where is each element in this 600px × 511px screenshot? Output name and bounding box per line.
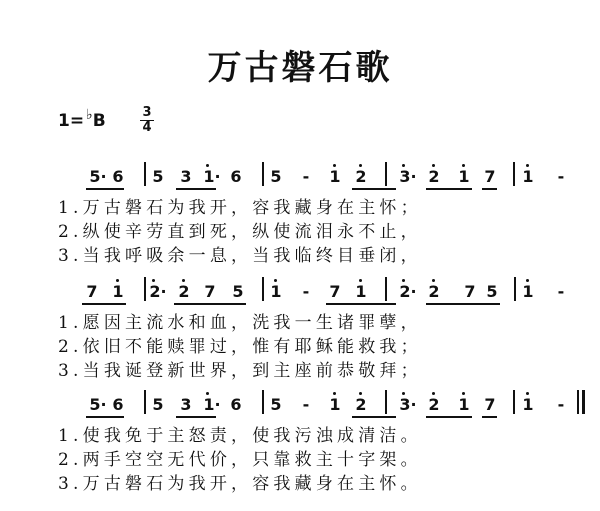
note: 7	[484, 395, 496, 414]
barline	[262, 162, 264, 186]
lyric-line-1-verse-2: 2.纵使辛劳直到死，纵使流泪永不止，	[58, 222, 422, 242]
flat-sign: ♭	[86, 107, 93, 123]
octave-dot	[402, 164, 405, 167]
note: 2	[428, 395, 440, 414]
octave-dot	[182, 279, 185, 282]
note: -	[302, 395, 310, 414]
note: 3	[180, 395, 192, 414]
note: 7	[204, 282, 216, 301]
key-name: B	[92, 111, 106, 131]
octave-dot	[462, 392, 465, 395]
note: 2	[178, 282, 190, 301]
barline	[262, 277, 264, 301]
barline	[144, 162, 146, 186]
note: 1	[112, 282, 124, 301]
note: -	[557, 395, 565, 414]
underline-beam	[426, 303, 500, 305]
octave-dot	[432, 279, 435, 282]
octave-dot	[206, 164, 209, 167]
note: 6	[112, 395, 124, 414]
octave-dot	[526, 392, 529, 395]
underline-beam	[326, 303, 396, 305]
octave-dot	[432, 164, 435, 167]
note: 3·	[399, 395, 417, 414]
octave-dot	[359, 164, 362, 167]
note: 2	[355, 395, 367, 414]
note: 1·	[203, 395, 221, 414]
note: 1	[522, 395, 534, 414]
note: -	[557, 282, 565, 301]
time-signature	[140, 106, 154, 135]
lyric-line-1-verse-1: 1.万古磐石为我开，容我藏身在主怀；	[58, 198, 422, 218]
barline	[144, 277, 146, 301]
lyric-line-1-verse-3: 3.当我呼吸余一息，当我临终目垂闭，	[58, 246, 422, 266]
notation-row-3	[0, 396, 600, 426]
note: -	[557, 167, 565, 186]
note: 6	[230, 395, 242, 414]
underline-beam	[352, 416, 396, 418]
note: 5	[270, 395, 282, 414]
lyric-line-2-verse-3: 3.当我诞登新世界，到主座前恭敬拜；	[58, 361, 422, 381]
note: 5·	[89, 395, 107, 414]
underline-beam	[482, 416, 497, 418]
note: 6	[112, 167, 124, 186]
barline	[144, 390, 146, 414]
underline-beam	[86, 188, 124, 190]
octave-dot	[402, 279, 405, 282]
lyric-line-2-verse-1: 1.愿因主流水和血，洗我一生诸罪孽，	[58, 313, 422, 333]
note: 2	[428, 282, 440, 301]
barline	[262, 390, 264, 414]
lyric-line-2-verse-2: 2.依旧不能赎罪过，惟有耶稣能救我；	[58, 337, 422, 357]
octave-dot	[526, 279, 529, 282]
lyric-line-3-verse-2: 2.两手空空无代价，只靠救主十字架。	[58, 450, 422, 470]
lyric-line-3-verse-1: 1.使我免于主怒责，使我污浊成清洁。	[58, 426, 422, 446]
barline	[385, 390, 387, 414]
barline	[385, 162, 387, 186]
final-barline	[577, 390, 579, 414]
note: 2·	[399, 282, 417, 301]
note: 2·	[149, 282, 167, 301]
octave-dot	[116, 279, 119, 282]
octave-dot	[402, 392, 405, 395]
octave-dot	[152, 279, 155, 282]
underline-beam	[352, 188, 396, 190]
time-signature-bottom: 4	[140, 120, 154, 135]
barline	[513, 390, 515, 414]
note: 5	[270, 167, 282, 186]
note: 3·	[399, 167, 417, 186]
underline-beam	[176, 188, 216, 190]
key-prefix: 1=	[58, 111, 85, 131]
note: 1	[522, 282, 534, 301]
barline	[385, 277, 387, 301]
note: 3	[180, 167, 192, 186]
note: 7	[464, 282, 476, 301]
note: 5	[486, 282, 498, 301]
note: 7	[484, 167, 496, 186]
barline	[514, 277, 516, 301]
notation-row-2	[0, 283, 600, 313]
note: -	[302, 282, 310, 301]
octave-dot	[206, 392, 209, 395]
octave-dot	[432, 392, 435, 395]
note: 1	[329, 167, 341, 186]
note: 1	[458, 395, 470, 414]
note: 1	[270, 282, 282, 301]
note: 6	[230, 167, 242, 186]
underline-beam	[426, 188, 472, 190]
underline-beam	[482, 188, 497, 190]
underline-beam	[82, 303, 126, 305]
octave-dot	[462, 164, 465, 167]
lyric-line-3-verse-3: 3.万古磐石为我开，容我藏身在主怀。	[58, 474, 422, 494]
note: -	[302, 167, 310, 186]
song-title: 万古磐石歌	[207, 48, 393, 88]
note: 7	[329, 282, 341, 301]
note: 1·	[203, 167, 221, 186]
underline-beam	[174, 303, 246, 305]
time-signature-top: 3	[142, 105, 152, 120]
octave-dot	[359, 279, 362, 282]
note: 5·	[89, 167, 107, 186]
key-signature	[58, 107, 106, 131]
note: 1	[458, 167, 470, 186]
underline-beam	[176, 416, 216, 418]
octave-dot	[359, 392, 362, 395]
underline-beam	[426, 416, 472, 418]
underline-beam	[86, 416, 124, 418]
octave-dot	[333, 164, 336, 167]
note: 2	[428, 167, 440, 186]
note: 5	[152, 395, 164, 414]
note: 1	[355, 282, 367, 301]
octave-dot	[526, 164, 529, 167]
note: 5	[232, 282, 244, 301]
note: 7	[86, 282, 98, 301]
barline	[513, 162, 515, 186]
final-barline	[582, 390, 585, 414]
note: 2	[355, 167, 367, 186]
octave-dot	[333, 392, 336, 395]
octave-dot	[274, 279, 277, 282]
notation-row-1	[0, 168, 600, 198]
note: 5	[152, 167, 164, 186]
note: 1	[329, 395, 341, 414]
note: 1	[522, 167, 534, 186]
